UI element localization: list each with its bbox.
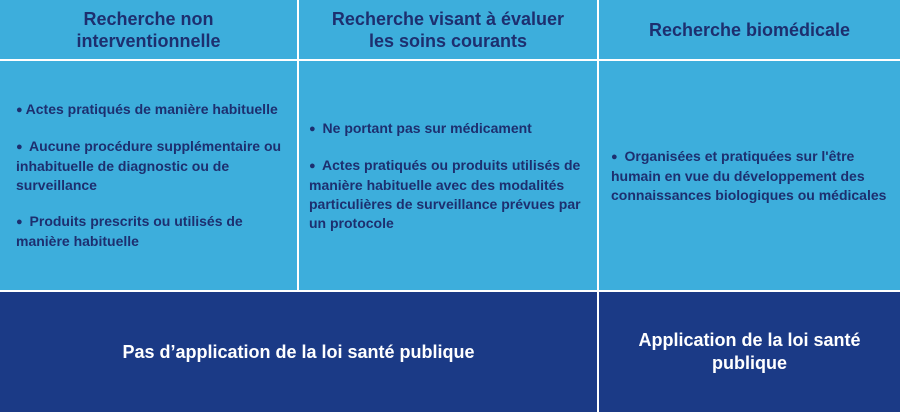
list-item: ● Produits prescrits ou utilisés de manière habituelle: [16, 213, 243, 249]
header-biomedical: [599, 0, 900, 61]
footer-right-line1: Application de la loi santé: [638, 330, 861, 350]
bullet-icon: ●: [16, 104, 23, 116]
footer-no-public-health-law: [0, 290, 599, 412]
list-item: ● Organisées et pratiquées sur l'être humain en vue du développement des connaissances biologiques ou médicales: [611, 147, 887, 203]
bullet-icon: ●: [309, 159, 316, 172]
header-current-care-line1: Recherche visant à évaluer: [331, 8, 565, 29]
bullet-icon: ●: [309, 122, 316, 135]
header-non-interventional: [0, 0, 299, 61]
footer-public-health-law: [599, 290, 900, 412]
header-current-care: [299, 0, 599, 61]
footer-left-text: Pas d’application de la loi santé publique: [122, 341, 475, 362]
column-biomedical-items: [599, 61, 900, 290]
bullet-icon: ●: [16, 141, 23, 153]
header-biomedical-line1: Recherche biomédicale: [648, 19, 851, 40]
column-non-interventional-items: [0, 61, 299, 290]
header-non-interventional-line2: interventionnelle: [76, 30, 221, 51]
list-item: ● Actes pratiqués de manière habituelle: [16, 101, 278, 117]
list-item: ● Ne portant pas sur médicament: [309, 119, 532, 136]
list-item: ● Aucune procédure supplémentaire ou inhabituelle de diagnostic ou de surveillance: [16, 138, 282, 193]
bullet-icon: ●: [16, 216, 23, 228]
header-non-interventional-line1: Recherche non: [83, 8, 214, 29]
list-item: ● Actes pratiqués ou produits utilisés de manière habituelle avec des modalités particulières de surveillance prévues par un protocole: [309, 156, 581, 231]
footer-right-line2: publique: [711, 353, 787, 373]
bullet-icon: ●: [611, 150, 618, 163]
column-current-care-items: [299, 61, 599, 290]
header-current-care-line2: les soins courants: [368, 30, 528, 51]
